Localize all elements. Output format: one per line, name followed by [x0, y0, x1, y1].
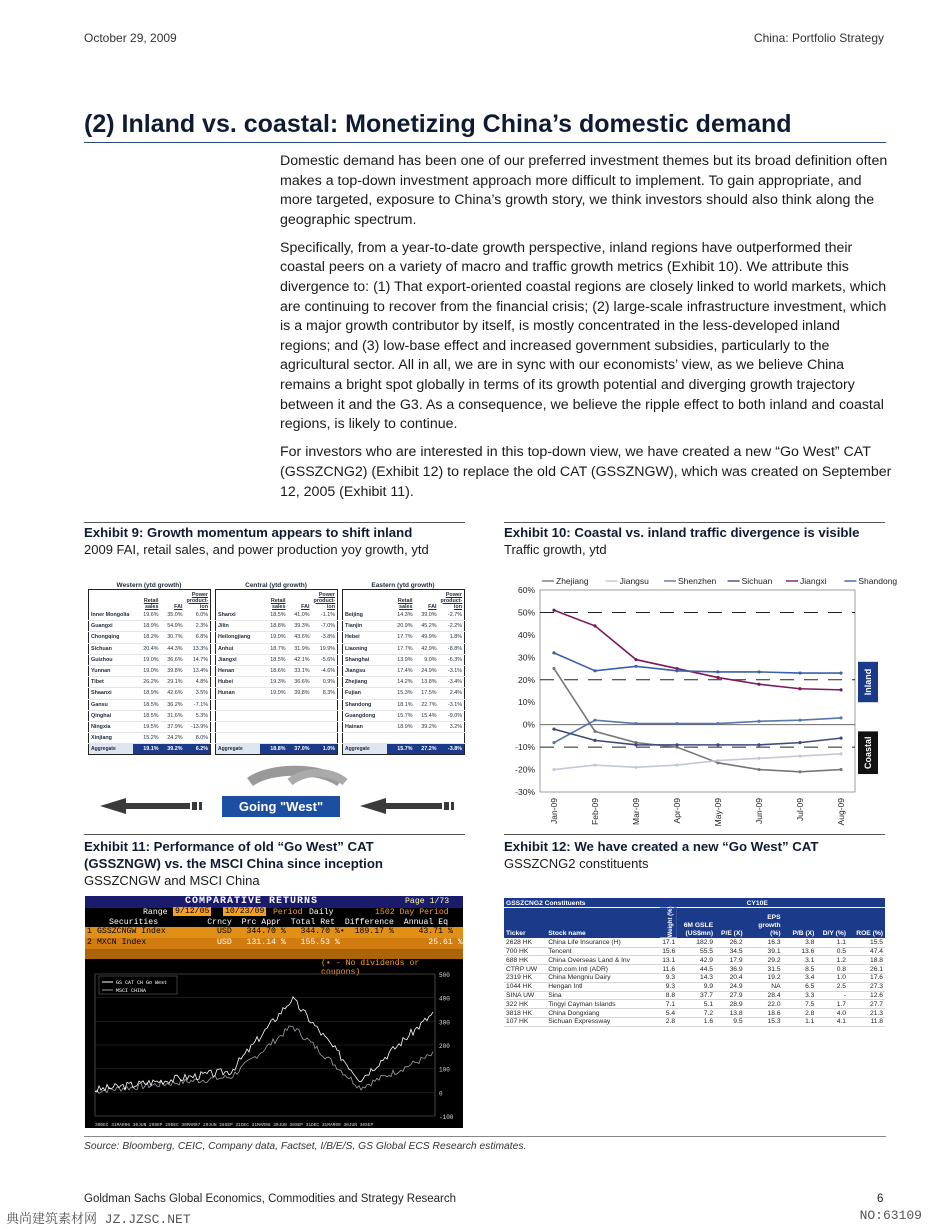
x-tick-label: Feb-09: [590, 798, 600, 825]
data-point: [593, 624, 596, 627]
column-header: Power product-ion: [186, 591, 209, 610]
exhibit10-title: Exhibit 10: Coastal vs. inland traffic divergence is visible: [504, 525, 860, 540]
aggregate-row: Aggregate 19.1% 39.2% 6.2%: [89, 744, 211, 755]
y-tick-label: 50%: [517, 607, 535, 618]
bloomberg-terminal: [85, 896, 463, 1128]
terminal-y-label: -100: [439, 1114, 454, 1121]
exhibit9-subtitle: 2009 FAI, retail sales, and power production yoy growth, ytd: [84, 542, 429, 557]
table-row: SINA UW Sina 8.8 37.7 27.9 28.4 3.3 - 12.6: [506, 992, 883, 1000]
region-title: Western (ytd growth): [116, 582, 182, 589]
table-row: Beijing 14.3% 39.0% -2.7%: [343, 610, 465, 621]
terminal-period-label: Period: [273, 908, 303, 917]
table-row: Hebei 17.7% 49.9% 1.8%: [343, 632, 465, 643]
table-row: [216, 699, 338, 710]
table-row: Guangxi 18.9% 54.9% 2.3%: [89, 621, 211, 632]
data-point: [675, 743, 678, 746]
data-point: [675, 669, 678, 672]
terminal-x-labels: 30DEC 31MAR06 30JUN 29SEP 29DEC 30MAR07 29JUN 28SEP 31DEC 31MAR08 30JUN 30SEP 31DEC 31MAR09 30JUN 30SEP: [95, 1123, 374, 1128]
table-row: [216, 710, 338, 721]
coastal-label: Coastal: [863, 736, 873, 769]
data-point: [757, 768, 760, 771]
terminal-range-to[interactable]: 10/23/09: [225, 907, 265, 916]
source-note: Source: Bloomberg, CEIC, Company data, Factset, I/B/E/S, GS Global ECS Research estimates.: [84, 1141, 527, 1152]
terminal-series-msci: [95, 1026, 433, 1093]
table-row: Hubei 19.3% 36.6% 0.9%: [216, 677, 338, 688]
data-point: [839, 737, 842, 740]
terminal-note: (• - No dividends or coupons): [321, 959, 420, 977]
exhibit10-subtitle: Traffic growth, ytd: [504, 542, 607, 557]
data-point: [593, 739, 596, 742]
column-header: Power product-ion: [313, 591, 336, 610]
x-tick-label: May-09: [713, 798, 723, 827]
x-tick-label: Apr-09: [672, 798, 682, 824]
x-tick-label: Jul-09: [795, 798, 805, 822]
legend-label: Jiangxi: [800, 576, 827, 586]
column-header: P/B (X): [783, 907, 817, 938]
table-row: Heilongjiang 19.0% 43.6% -3.8%: [216, 632, 338, 643]
data-point: [798, 770, 801, 773]
data-point: [593, 763, 596, 766]
terminal-row1-name[interactable]: GSSZCNGW Index: [97, 927, 166, 936]
data-point: [716, 676, 719, 679]
aggregate-row: Aggregate 18.8% 37.0% 1.0%: [216, 744, 338, 755]
y-tick-label: 40%: [517, 629, 535, 640]
region-title: Eastern (ytd growth): [371, 582, 435, 589]
data-point: [798, 741, 801, 744]
data-point: [552, 741, 555, 744]
data-point: [716, 743, 719, 746]
table-row: 688 HK China Overseas Land & Inv 13.1 42.9 17.9 29.2 3.1 1.2 18.8: [506, 956, 883, 964]
cy10e-header: CY10E: [745, 898, 817, 907]
left-arrow-icon: [100, 798, 190, 814]
table-row: [216, 721, 338, 732]
table-row: Tibet 26.2% 29.1% 4.8%: [89, 677, 211, 688]
data-point: [839, 752, 842, 755]
table-row: Hainan 18.9% 39.2% 3.2%: [343, 721, 465, 732]
data-point: [716, 759, 719, 762]
data-point: [593, 730, 596, 733]
exhibit9-title: Exhibit 9: Growth momentum appears to shift inland: [84, 525, 413, 540]
table-row: Jilin 18.8% 39.3% -7.0%: [216, 621, 338, 632]
column-header: EPS growth (%): [745, 907, 783, 938]
terminal-row-number: 1: [87, 927, 92, 936]
y-tick-label: -10%: [515, 742, 535, 753]
table-row: 1044 HK Hengan Intl 9.3 9.9 24.9 NA 6.5 2.5 27.3: [506, 983, 883, 991]
column-header: Stock name: [546, 907, 660, 938]
report-date: October 29, 2009: [84, 31, 177, 45]
y-tick-label: 60%: [517, 585, 535, 595]
terminal-range-label: Range: [143, 908, 168, 917]
terminal-row-number: 2: [87, 938, 92, 947]
paragraph: Specifically, from a year-to-date growth perspective, inland regions have outperformed their coastal peers on a variety of macro and traffic growth metrics (Exhibit 10). We attribute this divergence to: (1) That export-oriented coastal regions are closely linked to world markets, which are continuing to recover from the financial crisis; (2) large-scale infrastructure investment, which is a major growth contributor by itself, is mostly concentrated in the less-developed inland regions; and (3) low-base effect and increased government subsidies, particularly to the agricultural sector. All in all, we are in sync with our economists’ view, as we believe China remains a bright spot globally in terms of its growth potential and diverging growth trajectory between it and the G3. As a consequence, we believe the ripple effect to both inland and coastal regions, is likely to continue.: [280, 239, 887, 433]
terminal-row2-values: USD 131.14 % 155.53 % 25.61 %: [217, 938, 463, 947]
terminal-series-gs: [95, 997, 433, 1092]
x-tick-label: Jan-09: [549, 798, 559, 824]
legend-label: Shenzhen: [678, 576, 717, 586]
column-header: FAI: [174, 603, 183, 610]
column-header: FAI: [428, 603, 437, 610]
table-row: Fujian 15.3% 17.5% 2.4%: [343, 688, 465, 699]
left-arrow-icon: [360, 798, 442, 814]
exhibit-rule: [84, 834, 465, 835]
source-rule: [84, 1136, 886, 1137]
terminal-heading: COMPARATIVE RETURNS: [185, 896, 319, 907]
data-point: [798, 754, 801, 757]
data-point: [839, 716, 842, 719]
legend-label: Sichuan: [741, 576, 773, 586]
title-rule: [84, 142, 886, 143]
table-row: [343, 733, 465, 744]
exhibit12-subtitle: GSSZCNG2 constituents: [504, 856, 649, 871]
aggregate-row: Aggregate 15.7% 27.2% -3.8%: [343, 744, 465, 755]
region-block: [215, 582, 337, 755]
watermark-right: NO:63109: [859, 1208, 922, 1223]
watermark-left: 典尚建筑素材网 JZ.JZSC.NET: [6, 1212, 191, 1227]
table-row: Qinghai 18.5% 31.6% 5.3%: [89, 710, 211, 721]
region-table: [88, 589, 211, 755]
column-header: Ticker: [504, 907, 546, 938]
series-line: [554, 653, 841, 673]
y-tick-label: 10%: [517, 697, 535, 708]
table-row: Zhejiang 14.2% 13.8% -3.4%: [343, 677, 465, 688]
constituents-table: [504, 898, 885, 1027]
y-tick-label: -20%: [515, 764, 535, 775]
table-row: 2628 HK China Life Insurance (H) 17.1 182.9 26.2 16.3 3.8 1.1 15.5: [506, 939, 883, 947]
table-row: 107 HK Sichuan Expressway 2.8 1.6 9.5 15.3 1.1 4.1 11.8: [506, 1018, 883, 1026]
page-title: (2) Inland vs. coastal: Monetizing China’s domestic demand: [84, 110, 792, 138]
table-row: Jiangxi 18.5% 42.1% -5.6%: [216, 654, 338, 665]
plot-area: [540, 590, 855, 792]
column-header: Retail sales: [143, 597, 159, 610]
terminal-y-label: 100: [439, 1066, 450, 1074]
data-point: [716, 670, 719, 673]
table-row: Jiangsu 17.4% 24.9% -3.1%: [343, 665, 465, 676]
page-number: 6: [877, 1193, 884, 1205]
data-point: [716, 722, 719, 725]
data-point: [757, 743, 760, 746]
data-point: [757, 720, 760, 723]
data-point: [839, 688, 842, 691]
paragraph: For investors who are interested in this top-down view, we have created a new “Go West” CAT (GSSZCNG2) (Exhibit 12) to replace the old CAT (GSSZNGW), which was created on September 12, 2005 (Exhibit 11).: [280, 444, 892, 500]
series-line: [554, 718, 841, 743]
data-point: [798, 687, 801, 690]
table-row: Shanxi 18.5% 41.0% -1.1%: [216, 610, 338, 621]
column-header: ROE (%): [848, 907, 885, 938]
series-line: [554, 754, 841, 770]
data-point: [593, 669, 596, 672]
table-row: Henan 18.6% 33.1% -4.6%: [216, 665, 338, 676]
legend-label: Shandong: [858, 576, 898, 586]
data-point: [634, 743, 637, 746]
column-header: 6M GSLE (US$mn): [677, 907, 715, 938]
y-tick-label: 30%: [517, 652, 535, 663]
column-header: D/Y (%): [816, 907, 848, 938]
legend-label: Jiangsu: [619, 576, 649, 586]
legend-label: Zhejiang: [556, 576, 589, 586]
exhibit-rule: [504, 522, 885, 523]
data-point: [552, 728, 555, 731]
region-title: Central (ytd growth): [245, 582, 307, 589]
column-header: FAI: [301, 603, 310, 610]
table-row: 700 HK Tencent 15.6 55.5 34.5 39.1 13.6 0.5 47.4: [506, 948, 883, 956]
data-point: [634, 665, 637, 668]
inland-label: Inland: [863, 668, 873, 696]
data-point: [757, 757, 760, 760]
data-point: [552, 609, 555, 612]
table-row: 2319 HK China Mengniu Dairy 9.3 14.3 20.4 19.2 3.4 1.0 17.6: [506, 974, 883, 982]
table-row: 3818 HK China Dongxiang 5.4 7.2 13.8 18.6 2.8 4.0 21.3: [506, 1009, 883, 1017]
column-header: P/E (X): [715, 907, 745, 938]
table-row: [216, 733, 338, 744]
column-header: Power product-ion: [440, 591, 463, 610]
table-row: Chongqing 18.2% 30.7% 6.8%: [89, 632, 211, 643]
region-block: [88, 582, 210, 755]
y-tick-label: 0%: [522, 719, 535, 730]
terminal-y-label: 200: [439, 1043, 450, 1050]
y-tick-label: 20%: [517, 674, 535, 685]
terminal-chart: [91, 970, 463, 1128]
column-header: Retail sales: [270, 597, 286, 610]
terminal-period-value[interactable]: Daily: [309, 908, 334, 917]
report-section: China: Portfolio Strategy: [753, 31, 884, 45]
exhibit12-title: Exhibit 12: We have created a new “Go West” CAT: [504, 839, 819, 854]
data-point: [675, 722, 678, 725]
data-point: [757, 683, 760, 686]
table-row: Inner Mongolia 19.6% 35.0% 6.0%: [89, 610, 211, 621]
data-point: [634, 658, 637, 661]
region-block: [342, 582, 464, 755]
column-header: Weight (%): [660, 907, 677, 938]
terminal-row2-name[interactable]: MXCN Index: [97, 938, 147, 947]
table-row: Sichuan 20.4% 44.3% 13.3%: [89, 643, 211, 654]
data-point: [552, 667, 555, 670]
table-row: Guangdong 15.7% 15.4% -9.0%: [343, 710, 465, 721]
data-point: [552, 651, 555, 654]
table-row: Guizhou 19.0% 36.6% 14.7%: [89, 654, 211, 665]
table-row: 322 HK Tingyi Cayman Islands 7.1 5.1 28.9 22.0 7.5 1.7 27.7: [506, 1000, 883, 1008]
series-line: [554, 610, 841, 690]
table-row: Shanghai 13.9% 9.0% -6.3%: [343, 654, 465, 665]
table-row: Shandong 18.1% 22.7% -3.1%: [343, 699, 465, 710]
exhibit11-title: Exhibit 11: Performance of old “Go West” CAT (GSSZNGW) vs. the MSCI China since inception: [84, 839, 383, 871]
table-row: Hunan 19.0% 39.8% 8.3%: [216, 688, 338, 699]
table-row: Yunnan 19.0% 39.8% 13.4%: [89, 665, 211, 676]
exhibit-rule: [84, 522, 465, 523]
terminal-days: 1502 Day Period: [375, 908, 449, 917]
terminal-row1-values: USD 344.70 % 344.70 %• 189.17 % 43.71 %: [217, 927, 453, 936]
body-text: [280, 152, 892, 511]
terminal-legend-label: MSCI CHINA: [116, 988, 147, 994]
table-row: Liaoning 17.7% 42.9% -8.8%: [343, 643, 465, 654]
table-row: Tianjin 20.9% 45.2% -2.2%: [343, 621, 465, 632]
footer-firm: Goldman Sachs Global Economics, Commodities and Strategy Research: [84, 1193, 457, 1205]
going-west-label: Going "West": [222, 796, 340, 817]
terminal-page: Page 1/73: [405, 897, 450, 906]
paragraph: Domestic demand has been one of our preferred investment themes but its broad definition often makes a top-down investment approach more difficult to implement. To gain appropriate, and more targeted, exposure to China’s growth story, we think investors should also think along the geographic spectrum.: [280, 153, 888, 228]
traffic-growth-chart: [500, 570, 898, 832]
data-point: [552, 768, 555, 771]
exhibit-rule: [504, 834, 885, 835]
data-point: [839, 768, 842, 771]
table-row: Shaanxi 18.9% 42.6% 3.5%: [89, 688, 211, 699]
terminal-col-headers: Securities Crncy Prc Appr Total Ret Difference Annual Eq: [109, 918, 449, 927]
table-row: Anhui 18.7% 31.9% 19.9%: [216, 643, 338, 654]
column-header: Retail sales: [397, 597, 413, 610]
data-point: [634, 766, 637, 769]
table-row: CTRP UW Ctrip.com Intl (ADR) 11.6 44.5 36.9 31.5 8.5 0.8 26.1: [506, 965, 883, 973]
terminal-y-label: 0: [439, 1090, 443, 1098]
terminal-range-from[interactable]: 9/12/05: [175, 907, 210, 916]
x-tick-label: Mar-09: [631, 798, 641, 825]
exhibit9-table: [88, 582, 462, 772]
data-point: [634, 722, 637, 725]
region-table: [342, 589, 465, 755]
terminal-row3-bg: [85, 949, 463, 959]
data-point: [798, 671, 801, 674]
y-tick-label: -30%: [515, 787, 535, 797]
terminal-legend-label: GS CAT CH Go West: [116, 980, 168, 986]
x-tick-label: Jun-09: [754, 798, 764, 824]
constituents-table-title: GSSZCNG2 Constituents: [504, 898, 660, 907]
terminal-y-label: 300: [439, 1019, 450, 1027]
data-point: [757, 670, 760, 673]
data-point: [675, 763, 678, 766]
table-row: Gansu 18.5% 36.2% -7.1%: [89, 699, 211, 710]
data-point: [798, 719, 801, 722]
terminal-y-label: 500: [439, 972, 450, 979]
x-tick-label: Aug-09: [836, 798, 846, 826]
data-point: [593, 719, 596, 722]
exhibit11-subtitle: GSSZCNGW and MSCI China: [84, 873, 260, 888]
data-point: [839, 671, 842, 674]
terminal-y-label: 400: [439, 995, 450, 1003]
table-row: Ningxia 19.5% 37.9% -13.9%: [89, 721, 211, 732]
table-row: Xinjiang 15.2% 24.2% 8.0%: [89, 733, 211, 744]
region-table: [215, 589, 338, 755]
